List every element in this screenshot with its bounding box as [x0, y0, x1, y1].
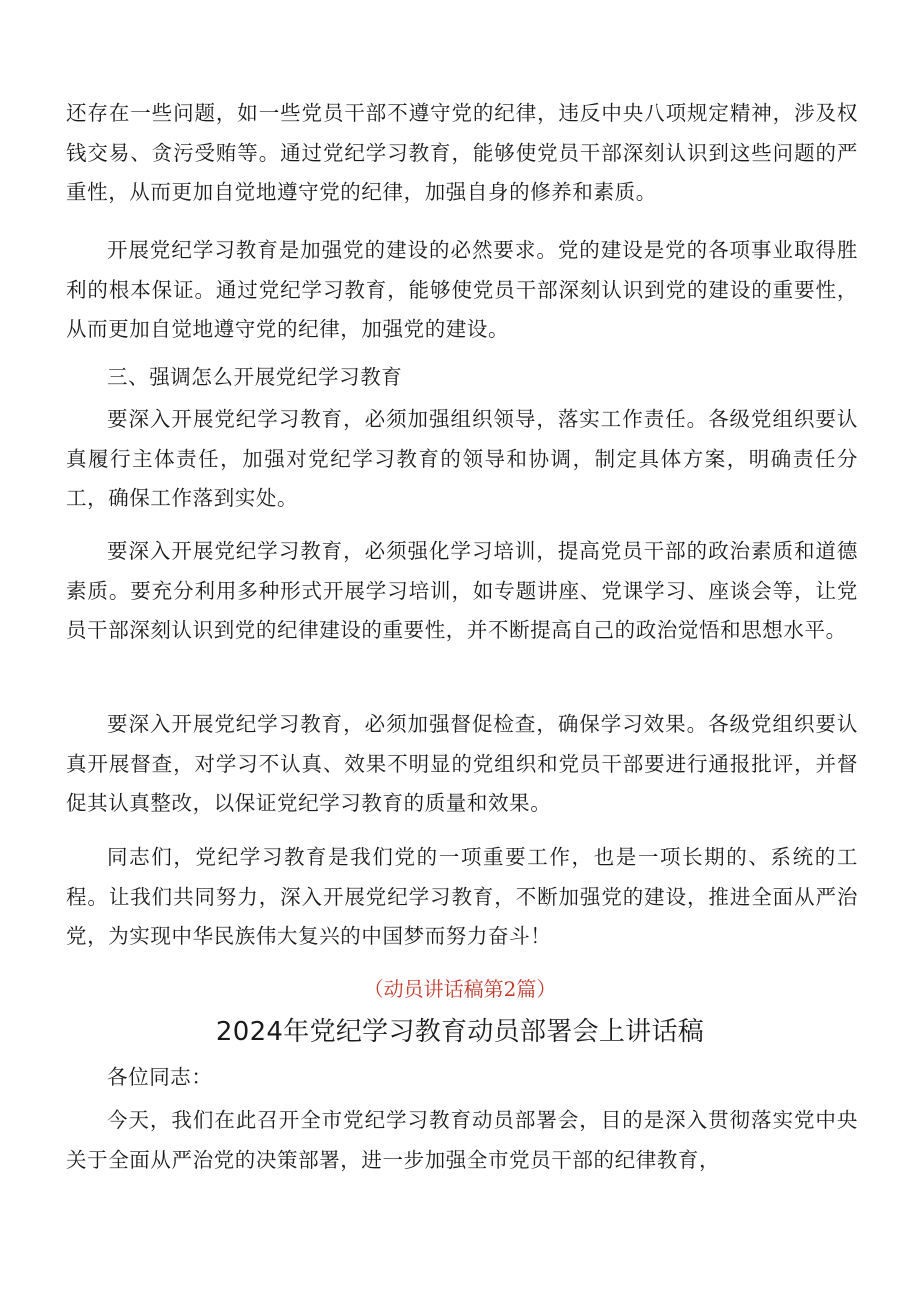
paragraph-1: 还存在一些问题，如一些党员干部不遵守党的纪律，违反中央八项规定精神，涉及权钱交易、贪污受贿等。通过党纪学习教育，能够使党员干部深刻认识到这些问题的严重性，从而更加自觉地遵守党的纪律，加强自身的修养和素质。: [66, 101, 858, 204]
salutation: 各位同志：: [107, 1065, 213, 1089]
paragraph-opening: 今天，我们在此召开全市党纪学习教育动员部署会，目的是深入贯彻落实党中央关于全面从严治党的决策部署，进一步加强全市党员干部的纪律教育，: [66, 1108, 858, 1172]
paragraph-2: 开展党纪学习教育是加强党的建设的必然要求。党的建设是党的各项事业取得胜利的根本保证。通过党纪学习教育，能够使党员干部深刻认识到党的建设的重要性，从而更加自觉地遵守党的纪律，加强党的建设。: [66, 238, 858, 341]
section-marker: （动员讲话稿第2篇）: [363, 977, 557, 1001]
paragraph-4: 要深入开展党纪学习教育，必须加强组织领导，落实工作责任。各级党组织要认真履行主体责任，加强对党纪学习教育的领导和协调，制定具体方案，明确责任分工，确保工作落到实处。: [66, 407, 858, 510]
paragraph-7: 同志们，党纪学习教育是我们党的一项重要工作，也是一项长期的、系统的工程。让我们共同努力，深入开展党纪学习教育，不断加强党的建设，推进全面从严治党，为实现中华民族伟大复兴的中国梦而努力奋斗！: [66, 845, 858, 948]
paragraph-5: 要深入开展党纪学习教育，必须强化学习培训，提高党员干部的政治素质和道德素质。要充分利用多种形式开展学习培训，如专题讲座、党课学习、座谈会等，让党员干部深刻认识到党的纪律建设的重要性，并不断提高自己的政治觉悟和思想水平。: [66, 539, 858, 642]
section-title: 2024年党纪学习教育动员部署会上讲话稿: [215, 1017, 705, 1047]
paragraph-6: 要深入开展党纪学习教育，必须加强督促检查，确保学习效果。各级党组织要认真开展督查，对学习不认真、效果不明显的党组织和党员干部要进行通报批评，并督促其认真整改，以保证党纪学习教育的质量和效果。: [66, 712, 858, 815]
section-heading-3: 三、强调怎么开展党纪学习教育: [107, 365, 403, 389]
